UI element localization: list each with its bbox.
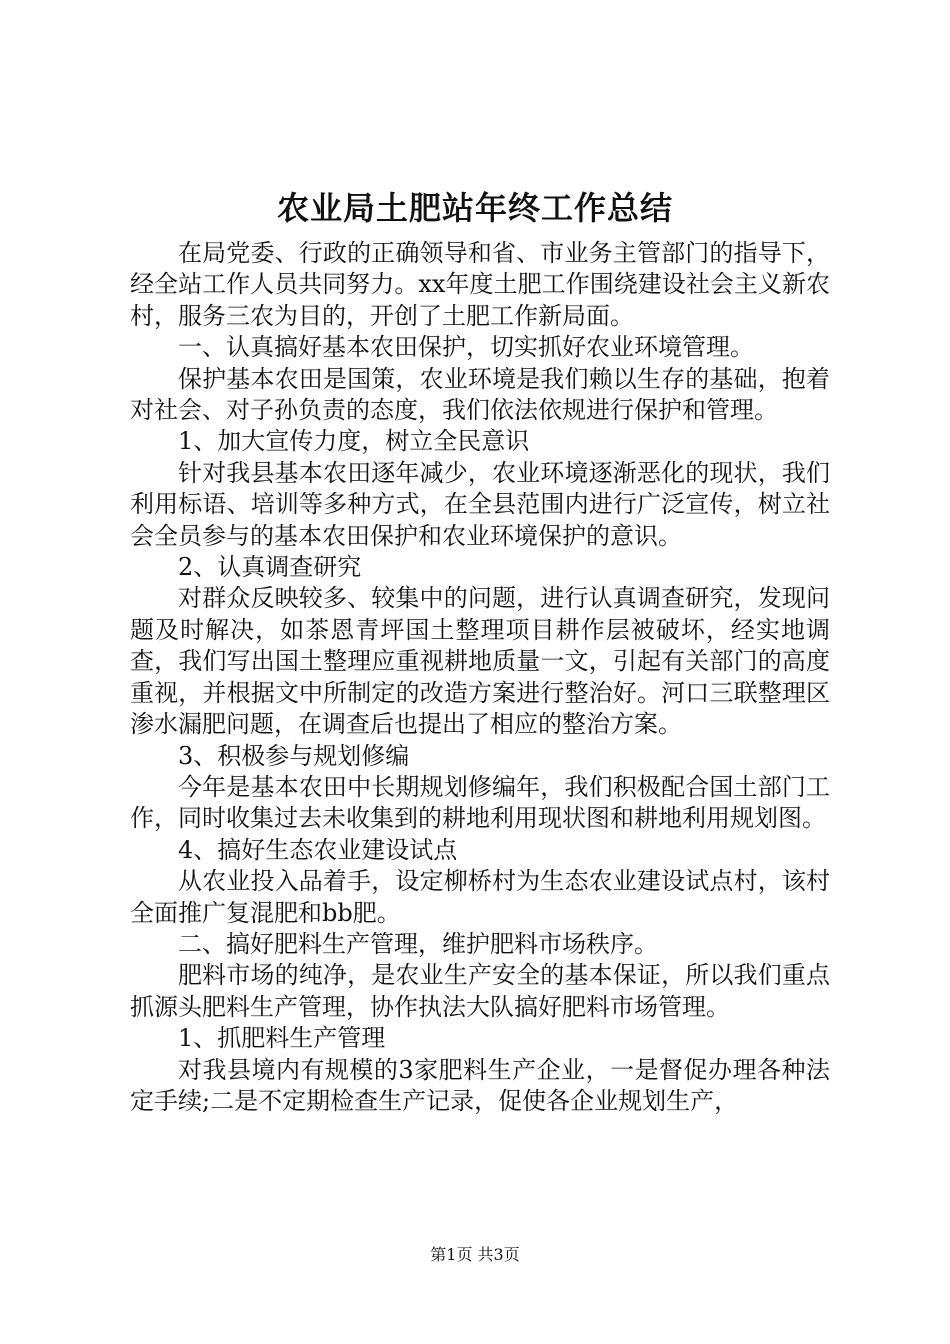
subsection-heading: 3、积极参与规划修编 <box>178 741 410 770</box>
section-heading: 二、搞好肥料生产管理，维护肥料市场秩序。 <box>178 929 658 958</box>
page-footer: 第1页 共3页 <box>430 1245 520 1264</box>
paragraph: 对群众反映较多、较集中的问题，进行认真调查研究，发现问题及时解决，如茶恩青坪国土整理项目耕作层被破坏，经实地调查，我们写出国土整理应重视耕地质量一文，引起有关部门的高度重视，并根据文中所制定的改造方案进行整治好。河口三联整理区渗水漏肥问题，在调查后也提出了相应的整治方案。 <box>130 584 830 739</box>
paragraph: 在局党委、行政的正确领导和省、市业务主管部门的指导下，经全站工作人员共同努力。xx年度土肥工作围绕建设社会主义新农村，服务三农为目的，开创了土肥工作新局面。 <box>130 239 830 330</box>
paragraph: 肥料市场的纯净，是农业生产安全的基本保证，所以我们重点抓源头肥料生产管理，协作执法大队搞好肥料市场管理。 <box>130 961 830 1021</box>
paragraph: 从农业投入品着手，设定柳桥村为生态农业建设试点村，该村全面推广复混肥和bb肥。 <box>130 867 830 927</box>
document-title: 农业局土肥站年终工作总结 <box>276 189 673 227</box>
section-heading: 一、认真搞好基本农田保护，切实抓好农业环境管理。 <box>178 333 754 362</box>
subsection-heading: 1、抓肥料生产管理 <box>178 1024 386 1053</box>
paragraph: 今年是基本农田中长期规划修编年，我们积极配合国土部门工作，同时收集过去未收集到的耕地利用现状图和耕地利用规划图。 <box>130 772 830 833</box>
subsection-heading: 2、认真调查研究 <box>178 553 362 582</box>
paragraph: 针对我县基本农田逐年减少，农业环境逐渐恶化的现状，我们利用标语、培训等多种方式，在全县范围内进行广泛宣传，树立社会全员参与的基本农田保护和农业环境保护的意识。 <box>130 458 830 550</box>
document-body <box>130 238 830 1117</box>
subsection-heading: 1、加大宣传力度，树立全民意识 <box>178 427 530 456</box>
subsection-heading: 4、搞好生态农业建设试点 <box>178 835 458 864</box>
paragraph: 保护基本农田是国策，农业环境是我们赖以生存的基础，抱着对社会、对子孙负责的态度，我们依法依规进行保护和管理。 <box>130 364 830 425</box>
paragraph: 对我县境内有规模的3家肥料生产企业，一是督促办理各种法定手续;二是不定期检查生产记录，促使各企业规划生产， <box>130 1055 830 1115</box>
